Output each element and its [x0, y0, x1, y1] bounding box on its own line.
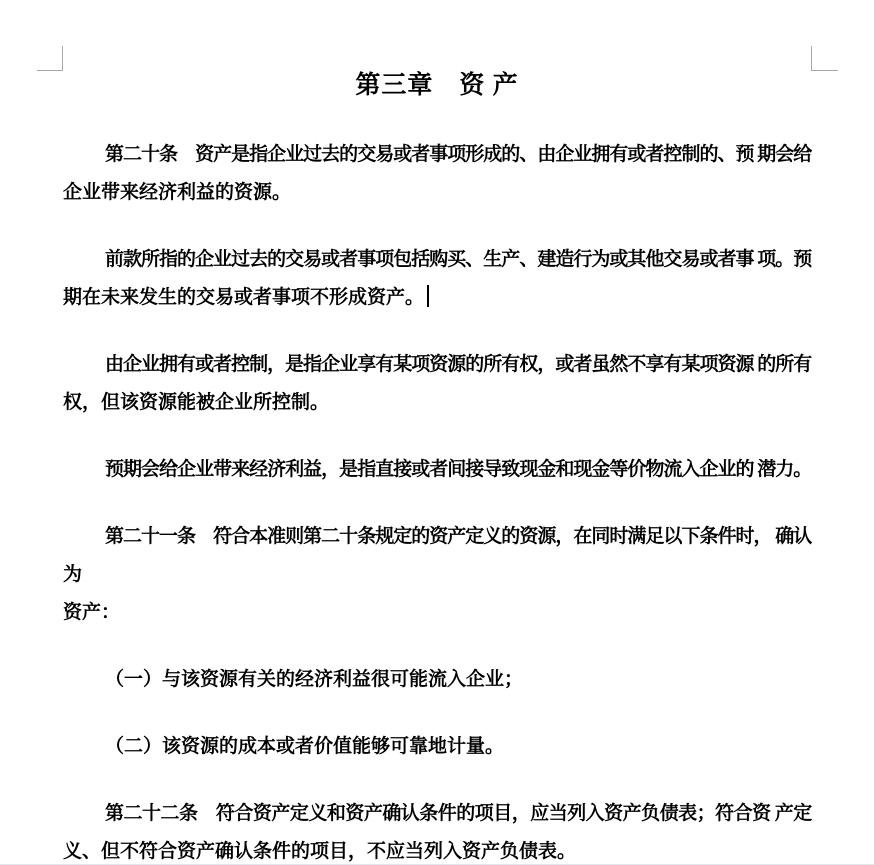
paragraph-line[interactable]: 预期会给企业带来经济利益，是指直接或者间接导致现金和现金等价物流入企业的 潜力。	[105, 459, 811, 480]
paragraph-economic-benefit[interactable]	[63, 451, 811, 489]
paragraph-line[interactable]: （二）该资源的成本或者价值能够可靠地计量。	[105, 736, 505, 757]
paragraph-line[interactable]: 资产：	[63, 602, 121, 623]
paragraph-line[interactable]: 第二十二条 符合资产定义和资产确认条件的项目，应当列入资产负债表；符合资 产定	[105, 803, 811, 824]
margin-mark-top-right-vertical	[811, 46, 812, 71]
paragraph-line[interactable]	[63, 279, 811, 317]
paragraph-line[interactable]: 企业带来经济利益的资源。	[63, 182, 292, 203]
paragraph-article-21[interactable]	[63, 518, 811, 632]
paragraph-line[interactable]: 由企业拥有或者控制，是指企业享有某项资源的所有权，或者虽然不享有某项资源 的所有	[105, 354, 811, 375]
list-item-2[interactable]	[63, 728, 811, 766]
paragraph-article-20[interactable]	[63, 136, 811, 212]
paragraph-prior-transactions[interactable]	[63, 241, 811, 317]
paragraph-line[interactable]: 第二十一条 符合本准则第二十条规定的资产定义的资源，在同时满足以下条件时， 确认为	[63, 526, 811, 585]
paragraph-owned-or-controlled[interactable]	[63, 346, 811, 422]
paragraph-line-text: 期在未来发生的交易或者事项不形成资产。	[63, 287, 425, 308]
list-item-1[interactable]	[63, 661, 811, 699]
text-cursor	[427, 285, 429, 307]
paragraph-line[interactable]: 前款所指的企业过去的交易或者事项包括购买、生产、建造行为或其他交易或者事 项。预	[105, 249, 811, 270]
paragraph-line[interactable]: 权，但该资源能被企业所控制。	[63, 392, 330, 413]
paragraph-line[interactable]: 第二十条 资产是指企业过去的交易或者事项形成的、由企业拥有或者控制的、预 期会给	[105, 144, 811, 165]
paragraph-line[interactable]: 义、但不符合资产确认条件的项目，不应当列入资产负债表。	[63, 841, 577, 862]
paragraph-article-22[interactable]	[63, 795, 811, 865]
paragraph-line[interactable]: （一）与该资源有关的经济利益很可能流入企业；	[105, 669, 524, 690]
document-body[interactable]	[63, 67, 811, 865]
chapter-title[interactable]: 第三章 资 产	[355, 72, 519, 99]
margin-mark-top-right-horizontal	[812, 70, 838, 71]
margin-mark-top-left-horizontal	[37, 70, 63, 71]
